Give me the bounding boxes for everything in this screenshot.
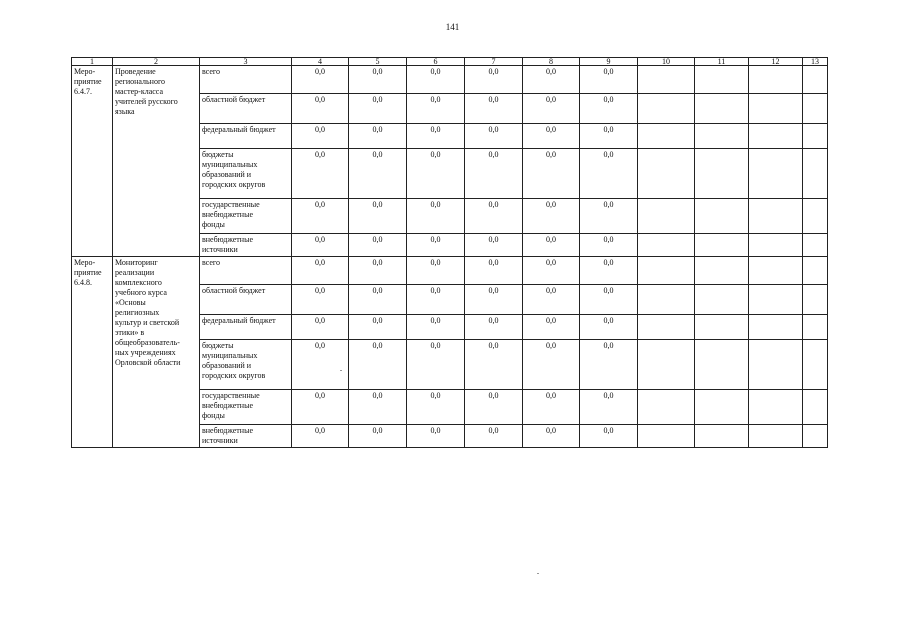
- funding-value: 0,0: [465, 234, 523, 257]
- empty-cell: [803, 315, 828, 340]
- empty-cell: [695, 315, 749, 340]
- empty-cell: [803, 66, 828, 94]
- empty-cell: [749, 66, 803, 94]
- funding-value: 0,0: [523, 94, 580, 124]
- empty-cell: [749, 94, 803, 124]
- funding-value: 0,0: [465, 199, 523, 234]
- funding-value: 0,0: [292, 94, 349, 124]
- funding-value: 0,0: [292, 234, 349, 257]
- page-number: 141: [445, 22, 460, 32]
- funding-value: 0,0: [407, 94, 465, 124]
- empty-cell: [749, 149, 803, 199]
- column-number-header: 13: [803, 58, 828, 66]
- empty-cell: [803, 257, 828, 285]
- column-number-header: 5: [349, 58, 407, 66]
- empty-cell: [638, 234, 695, 257]
- funding-value: 0,0: [349, 234, 407, 257]
- empty-cell: [803, 124, 828, 149]
- funding-source: всего: [200, 257, 292, 285]
- funding-value: 0,0: [407, 199, 465, 234]
- funding-value: 0,0: [465, 66, 523, 94]
- table-row: [72, 66, 828, 94]
- funding-value: 0,0: [349, 315, 407, 340]
- column-number-header: 1: [72, 58, 113, 66]
- empty-cell: [803, 234, 828, 257]
- empty-cell: [695, 94, 749, 124]
- funding-value: 0,0: [523, 340, 580, 390]
- funding-value: 0,0: [349, 340, 407, 390]
- empty-cell: [749, 340, 803, 390]
- empty-cell: [695, 199, 749, 234]
- column-number-header: 8: [523, 58, 580, 66]
- funding-value: 0,0: [407, 149, 465, 199]
- funding-value: 0,0: [523, 234, 580, 257]
- empty-cell: [695, 425, 749, 448]
- funding-value: 0,0: [349, 66, 407, 94]
- empty-cell: [638, 124, 695, 149]
- funding-value: 0,0: [523, 124, 580, 149]
- column-number-header: 9: [580, 58, 638, 66]
- funding-value: 0,0: [292, 340, 349, 390]
- empty-cell: [695, 340, 749, 390]
- empty-cell: [638, 94, 695, 124]
- funding-value: 0,0: [292, 66, 349, 94]
- funding-value: 0,0: [292, 285, 349, 315]
- funding-source: всего: [200, 66, 292, 94]
- table-row: [72, 257, 828, 285]
- funding-source: государственные внебюджетные фонды: [200, 390, 292, 425]
- funding-source: бюджеты муниципальных образований и городских округов: [200, 340, 292, 390]
- funding-source: внебюджетные источники: [200, 425, 292, 448]
- funding-source: областной бюджет: [200, 285, 292, 315]
- funding-value: 0,0: [523, 425, 580, 448]
- funding-value: 0,0: [407, 340, 465, 390]
- table-body: [72, 58, 828, 448]
- measure-id: Меро- приятие 6.4.7.: [72, 66, 113, 257]
- empty-cell: [749, 390, 803, 425]
- funding-value: 0,0: [580, 340, 638, 390]
- funding-value: 0,0: [349, 94, 407, 124]
- funding-value: 0,0: [465, 285, 523, 315]
- empty-cell: [638, 425, 695, 448]
- funding-value: 0,0: [523, 257, 580, 285]
- funding-value: 0,0: [580, 149, 638, 199]
- column-number-header: 7: [465, 58, 523, 66]
- funding-value: 0,0: [465, 425, 523, 448]
- funding-value: 0,0: [580, 257, 638, 285]
- empty-cell: [749, 234, 803, 257]
- column-number-header: 2: [113, 58, 200, 66]
- funding-value: 0,0: [407, 234, 465, 257]
- empty-cell: [638, 390, 695, 425]
- funding-value: 0,0: [349, 390, 407, 425]
- funding-source: федеральный бюджет: [200, 124, 292, 149]
- funding-value: 0,0: [465, 340, 523, 390]
- column-number-header: 11: [695, 58, 749, 66]
- empty-cell: [695, 285, 749, 315]
- empty-cell: [803, 340, 828, 390]
- empty-cell: [695, 124, 749, 149]
- funding-value: 0,0: [349, 149, 407, 199]
- funding-value: 0,0: [523, 390, 580, 425]
- funding-value: 0,0: [407, 66, 465, 94]
- funding-value: 0,0: [292, 149, 349, 199]
- funding-value: 0,0: [523, 285, 580, 315]
- empty-cell: [638, 149, 695, 199]
- funding-value: 0,0: [292, 124, 349, 149]
- funding-value: 0,0: [580, 425, 638, 448]
- funding-source: государственные внебюджетные фонды: [200, 199, 292, 234]
- funding-value: 0,0: [349, 257, 407, 285]
- funding-value: 0,0: [523, 315, 580, 340]
- funding-value: 0,0: [407, 124, 465, 149]
- funding-table: [71, 57, 828, 448]
- column-number-header: 12: [749, 58, 803, 66]
- funding-value: 0,0: [465, 94, 523, 124]
- funding-value: 0,0: [465, 315, 523, 340]
- column-number-header: 4: [292, 58, 349, 66]
- empty-cell: [803, 199, 828, 234]
- empty-cell: [749, 315, 803, 340]
- empty-cell: [695, 66, 749, 94]
- scan-speck: [340, 370, 342, 371]
- empty-cell: [803, 149, 828, 199]
- empty-cell: [803, 425, 828, 448]
- empty-cell: [749, 425, 803, 448]
- empty-cell: [695, 149, 749, 199]
- column-number-header: 10: [638, 58, 695, 66]
- funding-value: 0,0: [292, 315, 349, 340]
- empty-cell: [695, 257, 749, 285]
- empty-cell: [803, 285, 828, 315]
- empty-cell: [638, 340, 695, 390]
- funding-value: 0,0: [580, 94, 638, 124]
- empty-cell: [803, 390, 828, 425]
- funding-source: областной бюджет: [200, 94, 292, 124]
- funding-value: 0,0: [349, 425, 407, 448]
- funding-value: 0,0: [349, 199, 407, 234]
- funding-value: 0,0: [349, 124, 407, 149]
- measure-title: Мониторинг реализации комплексного учебного курса «Основы религиозных культур и светской этики» в общеобразователь- ных учреждениях Орловской области: [113, 257, 200, 448]
- funding-value: 0,0: [523, 199, 580, 234]
- funding-value: 0,0: [407, 285, 465, 315]
- empty-cell: [638, 199, 695, 234]
- funding-value: 0,0: [407, 315, 465, 340]
- empty-cell: [695, 390, 749, 425]
- funding-value: 0,0: [292, 425, 349, 448]
- funding-value: 0,0: [523, 66, 580, 94]
- funding-value: 0,0: [407, 425, 465, 448]
- column-number-header-row: [72, 58, 828, 66]
- empty-cell: [803, 94, 828, 124]
- empty-cell: [695, 234, 749, 257]
- funding-value: 0,0: [580, 199, 638, 234]
- funding-source: бюджеты муниципальных образований и городских округов: [200, 149, 292, 199]
- funding-value: 0,0: [580, 285, 638, 315]
- empty-cell: [638, 315, 695, 340]
- funding-value: 0,0: [465, 390, 523, 425]
- funding-source: федеральный бюджет: [200, 315, 292, 340]
- funding-value: 0,0: [580, 124, 638, 149]
- column-number-header: 6: [407, 58, 465, 66]
- funding-value: 0,0: [523, 149, 580, 199]
- empty-cell: [749, 257, 803, 285]
- funding-value: 0,0: [465, 149, 523, 199]
- funding-value: 0,0: [465, 257, 523, 285]
- funding-value: 0,0: [292, 199, 349, 234]
- empty-cell: [749, 199, 803, 234]
- scan-speck: [537, 573, 539, 574]
- funding-value: 0,0: [580, 66, 638, 94]
- funding-value: 0,0: [580, 234, 638, 257]
- empty-cell: [749, 285, 803, 315]
- funding-value: 0,0: [580, 315, 638, 340]
- empty-cell: [638, 66, 695, 94]
- column-number-header: 3: [200, 58, 292, 66]
- empty-cell: [749, 124, 803, 149]
- funding-value: 0,0: [465, 124, 523, 149]
- empty-cell: [638, 257, 695, 285]
- funding-value: 0,0: [407, 257, 465, 285]
- funding-value: 0,0: [292, 257, 349, 285]
- funding-value: 0,0: [407, 390, 465, 425]
- funding-value: 0,0: [292, 390, 349, 425]
- funding-source: внебюджетные источники: [200, 234, 292, 257]
- funding-value: 0,0: [580, 390, 638, 425]
- funding-value: 0,0: [349, 285, 407, 315]
- measure-id: Меро- приятие 6.4.8.: [72, 257, 113, 448]
- empty-cell: [638, 285, 695, 315]
- measure-title: Проведение регионального мастер-класса учителей русского языка: [113, 66, 200, 257]
